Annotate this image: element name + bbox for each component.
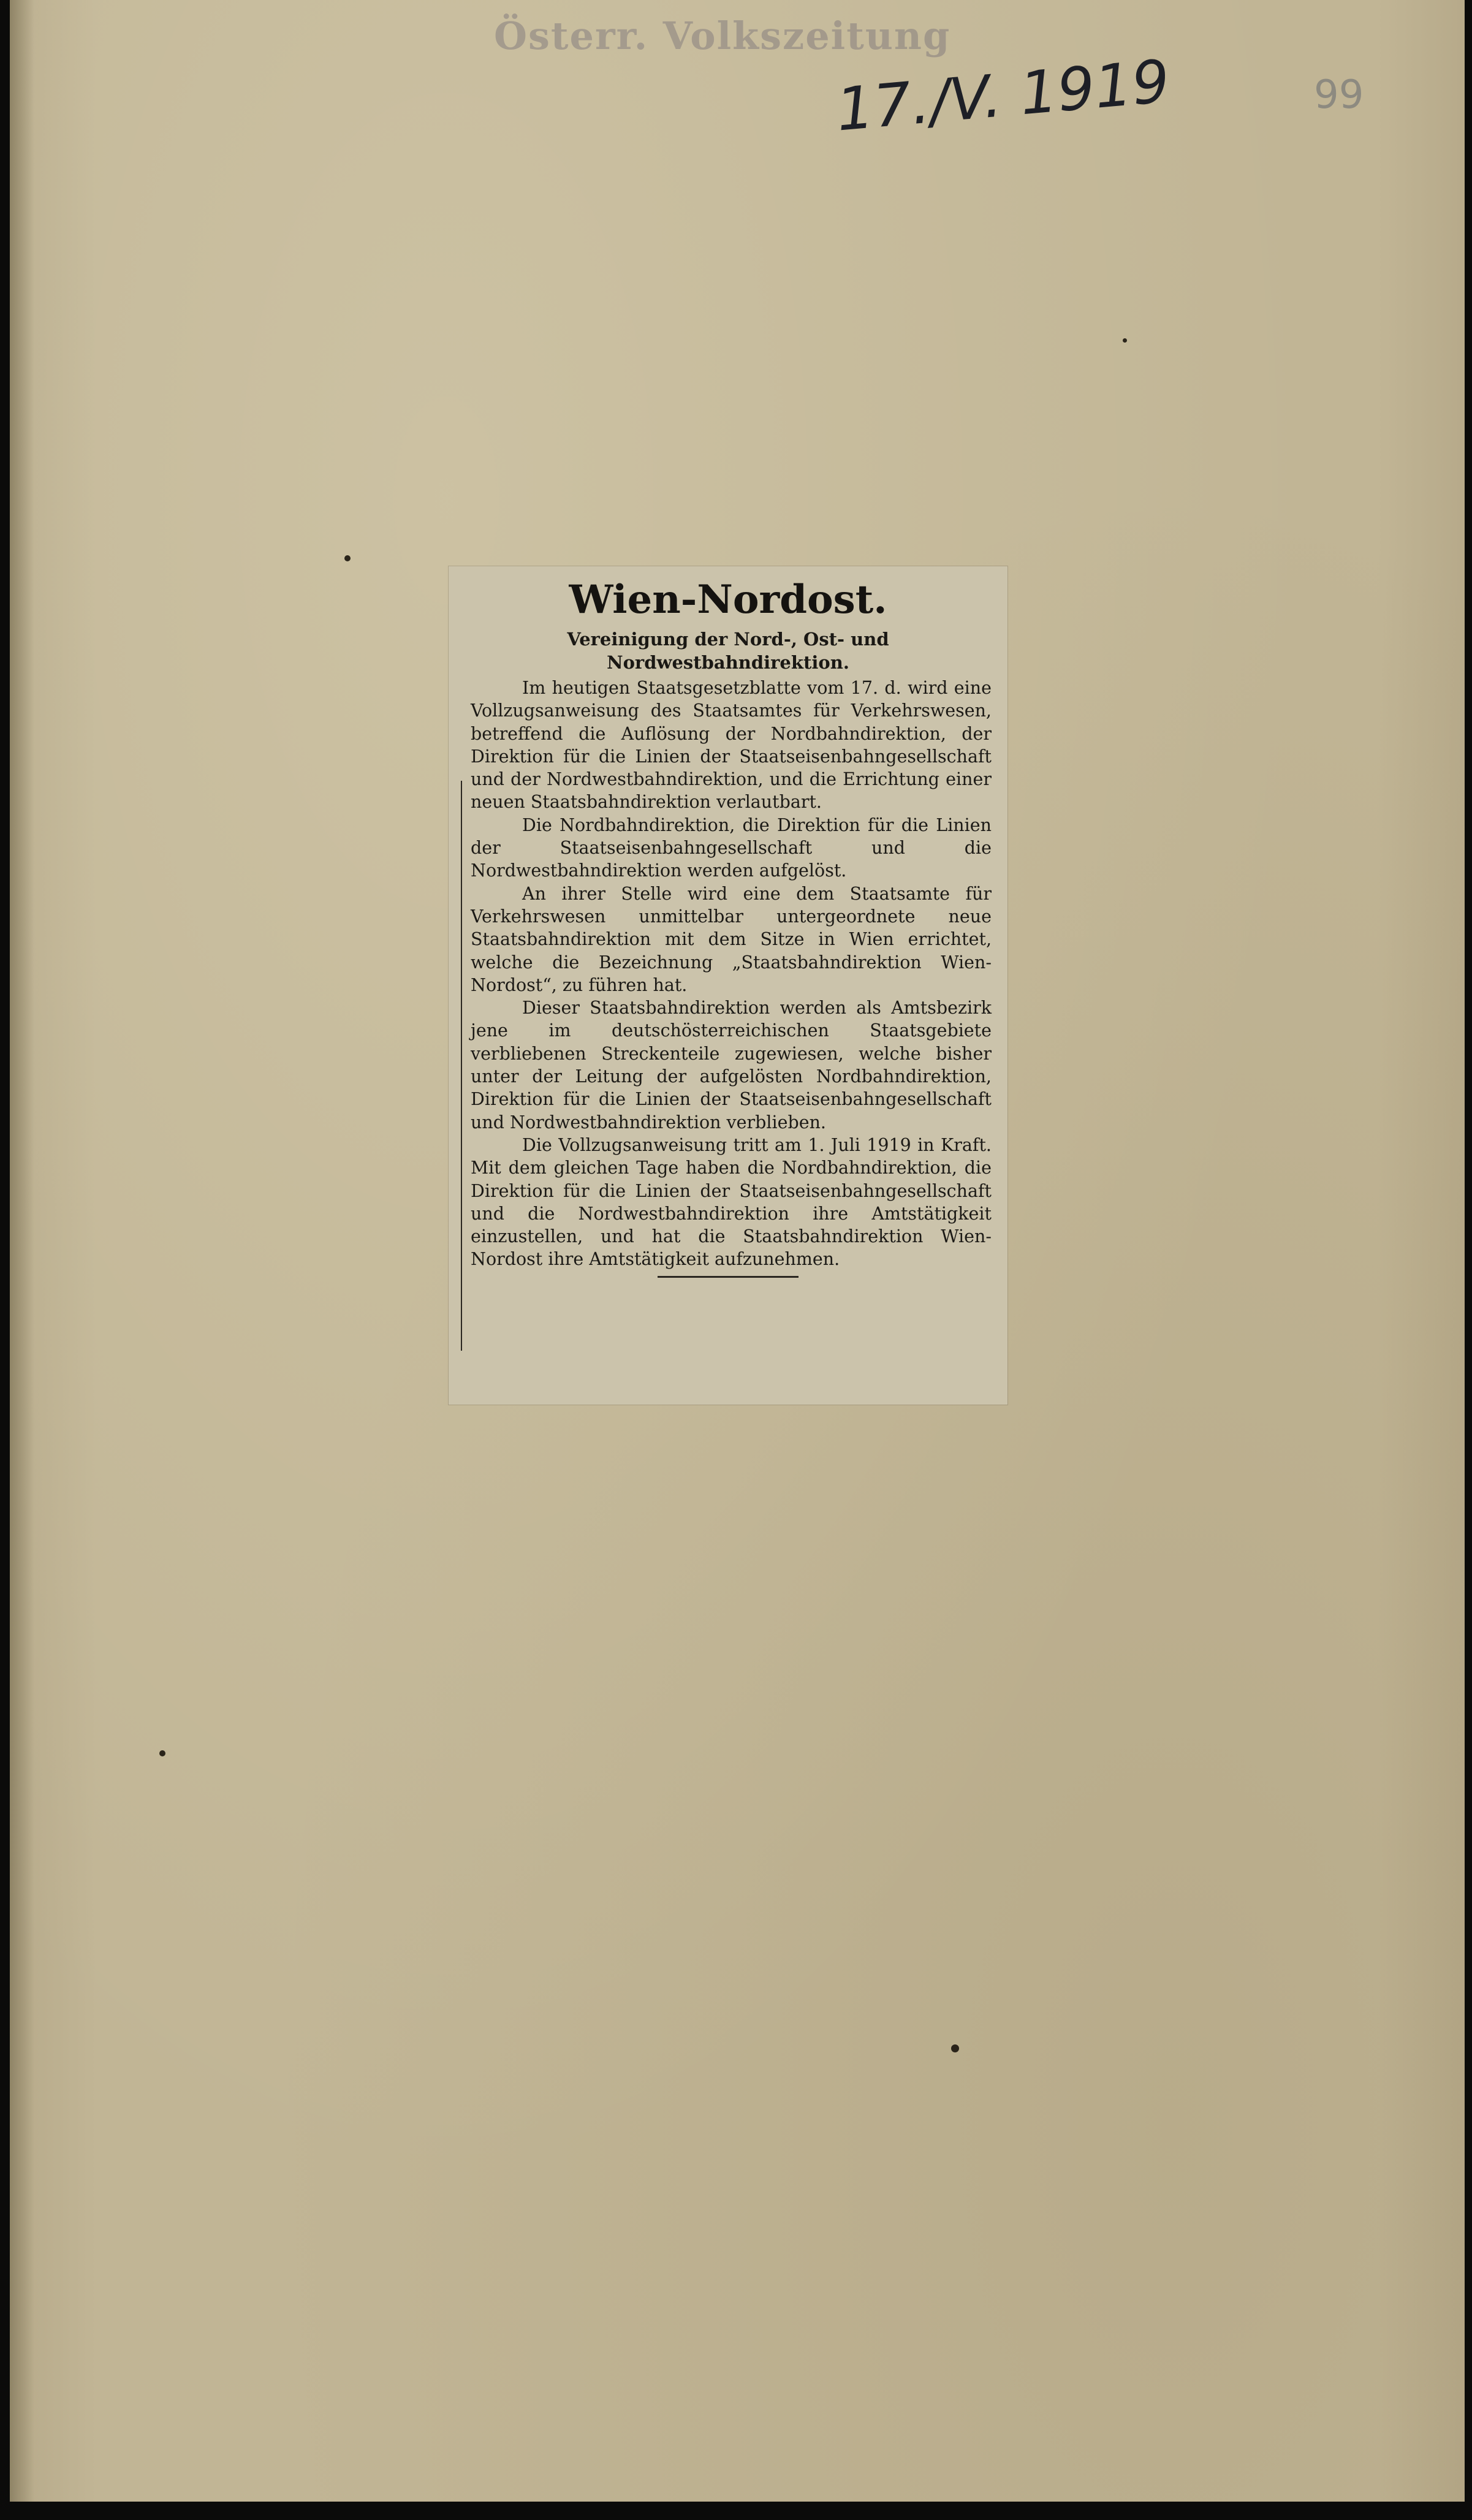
newspaper-clipping [449,566,1007,1405]
paper-speck [159,1750,165,1756]
article-paragraph-1: Im heutigen Staatsgesetzblatte vom 17. d. wird eine Vollzugsanweisung des Staatsamtes für Verkehrswesen, betreffend die Auflösung der Nordbahndirektion, der Direktion für die Linien der Staatseisenbahngesellschaft und der Nordwestbahndirektion, und die Errichtung einer neuen Staatsbahndirektion verlautbart. [471,678,992,813]
article-paragraph-5: Die Vollzugsanweisung tritt am 1. Juli 1919 in Kraft. Mit dem gleichen Tage haben die Nordbahndirektion, die Direktion für die Linien der Staatseisenbahngesellschaft und die Nordwestbahndirektion ihre Amtstätigkeit einzustellen, und hat die Staatsbahndirektion Wien-Nordost ihre Amtstätigkeit aufzunehmen. [471,1134,992,1270]
column-rule [461,781,462,1351]
handwritten-date: 17./V. 1919 [833,47,1172,145]
article-paragraph-2: Die Nordbahndirektion, die Direktion für die Linien der Staatseisenbahngesellschaft und die Nordwestbahndirektion werden aufgelöst. [471,814,992,881]
article-paragraph-4: Dieser Staatsbahndirektion werden als Amtsbezirk jene im deutschösterreichischen Staatsgebiete verbliebenen Streckenteile zugewiesen, welche bisher unter der Leitung der aufgelösten Nordbahndirektion, Direktion für die Linien der Staatseisenbahngesellschaft und Nordwestbahndirektion verblieben. [471,998,992,1133]
folio-number: 99 [1314,72,1364,118]
archive-sheet [10,0,1465,2502]
sheet-edge-shadow [10,0,34,2502]
paper-speck [1123,338,1127,343]
paper-speck [344,555,351,561]
article-end-rule [658,1276,799,1278]
article-headline: Wien-Nordost. [569,577,887,623]
article-subheadline: Vereinigung der Nord-, Ost- und Nordwestbahndirektion. [567,629,889,673]
paper-speck [951,2044,959,2052]
article-paragraph-3: An ihrer Stelle wird eine dem Staatsamte für Verkehrswesen unmittelbar untergeordnete neue Staatsbahndirektion mit dem Sitze in Wien errichtet, welche die Bezeichnung „Staatsbahndirektion Wien-Nordost“, zu führen hat. [471,883,992,995]
newspaper-stamp: Österr. Volkszeitung [494,13,951,58]
